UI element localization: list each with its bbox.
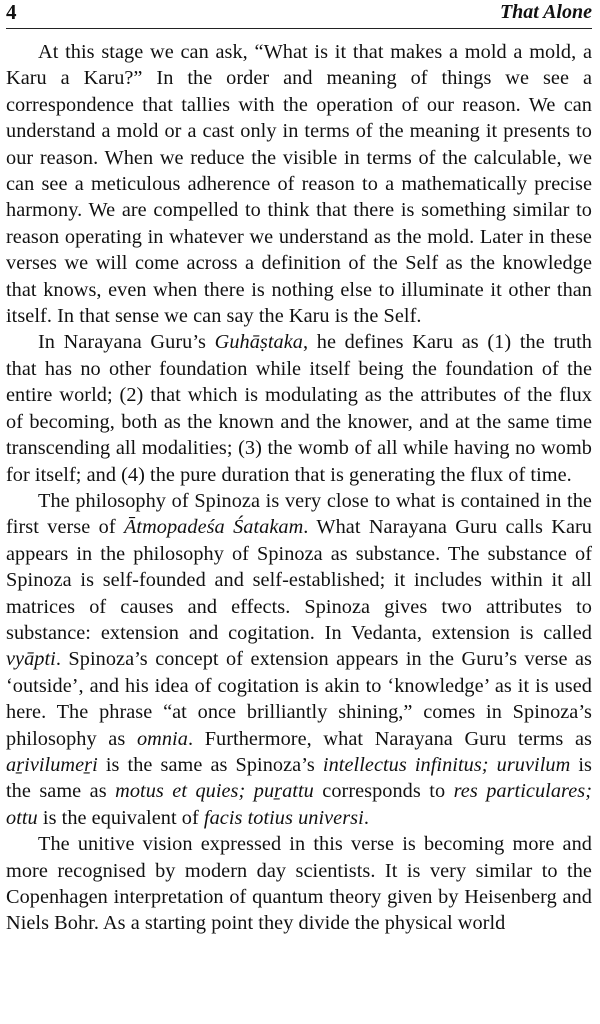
paragraph-3-text-k: is the same as: [6, 753, 592, 803]
paragraph-3-text-c: . What Narayana Guru calls Karu appears in the philosophy of Spinoza as substance. The substance of Spinoza is self-founded and self-established; it includes within it all matrices of causes and effects. Spinoza gives two attributes to substance: extension and cogitation. In Vedanta, extension is called: [6, 516, 592, 644]
paragraph-3-text-o: is the equivalent of: [37, 806, 204, 829]
paragraph-3-text-g: . Furthermore, what Narayana Guru terms as: [187, 727, 592, 750]
paragraph-4: The unitive vision expressed in this verse is becoming more and more recognised by modern day scientists. It is very similar to the Copenhagen interpretation of quantum theory given by Heisenberg and Niels Bohr. As a starting point they divide the physical world: [6, 833, 592, 935]
term-omnia: omnia: [136, 727, 188, 750]
paragraph-3-text-i: is the same as Spinoza’s: [97, 753, 323, 776]
running-head: That Alone: [499, 1, 592, 23]
guhastaka-title: Guhāṣtaka: [214, 331, 303, 354]
paragraph-2: [6, 329, 592, 487]
paragraph-1: At this stage we can ask, “What is it that makes a mold a mold, a Karu a Karu?” In the order and meaning of things we see a correspondence that tallies with the operation of our reason. We can understand a mold or a cast only in terms of the meaning it presents to our reason. When we reduce the visible in terms of the calculable, we can see a meticulous adherence of reason to a mathematically precise harmony. We are compelled to think that there is something similar to reason operating in whatever we understand as the mold. Later in these verses we will come across a definition of the Self as the knowledge that knows, even when there is nothing else to illuminate it other than itself. In that sense we can say the Karu is the Self.: [6, 41, 592, 328]
paragraph-3-text-a: The philosophy of Spinoza is very close to what is contained in the first verse of: [6, 489, 592, 539]
term-motus-purattu: motus et quies; puṟattu: [115, 780, 314, 803]
paragraph-3-text-m: corresponds to: [313, 780, 454, 803]
term-res-ottu: res particulares; ottu: [6, 780, 593, 829]
paragraph-3: [6, 488, 592, 831]
paragraph-3-text-e: . Spinoza’s concept of extension appears in the Guru’s verse as ‘outside’, and his idea of cogitation is akin to ‘knowledge’ as it is used here. The phrase “at once brilliantly shining,” comes in Spinoza’s philosophy as: [6, 648, 592, 750]
term-vyapti: vyāpti: [6, 648, 56, 671]
paragraph-2-text-c: , he defines Karu as (1) the truth that has no other foundation while itself being the foundation of the entire world; (2) that which is modulating as the attributes of the flux of becoming, both as the known and the knower, and at the same time transcending all modalities; (3) the womb of all while having no womb for itself; and (4) the pure duration that is generating the flux of time.: [6, 331, 593, 486]
page-header: [6, 0, 592, 29]
term-facis-totius: facis totius universi: [203, 806, 364, 829]
paragraph-2-text-a: In Narayana Guru’s: [38, 331, 215, 354]
term-arivilumeri: aṟivilumeṟi: [6, 753, 98, 776]
body-text: [6, 39, 596, 937]
term-intellectus-uruvilum: intellectus infinitus; uruvilum: [322, 753, 571, 776]
paragraph-3-text-q: .: [363, 806, 369, 829]
page-number: 4: [6, 0, 17, 24]
atmopadesa-title: Ātmopadeśa Śatakam: [123, 516, 304, 539]
